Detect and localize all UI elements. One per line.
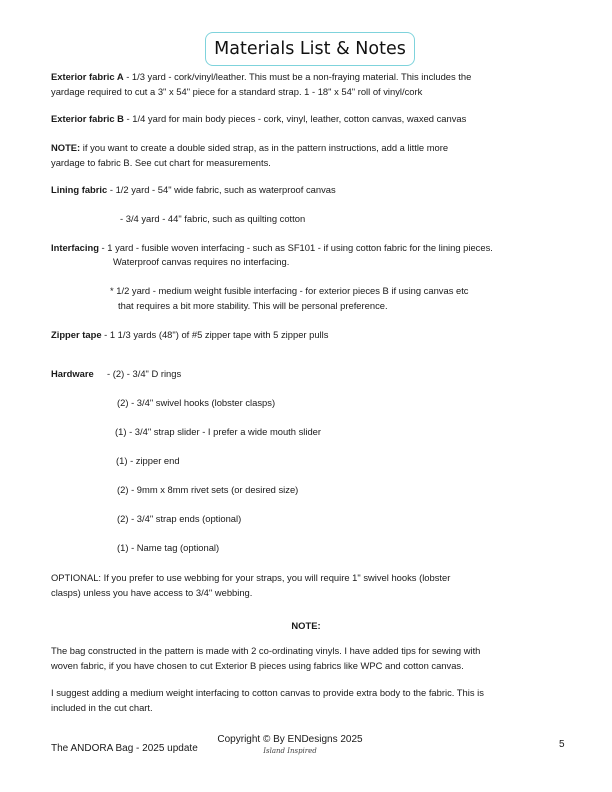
optional-note-text: OPTIONAL: If you prefer to use webbing for your straps, you will require 1" swivel hooks (lobster [51, 572, 451, 583]
strap-note-text: if you want to create a double sided strap, as in the pattern instructions, add a little more [80, 142, 449, 153]
optional-note-text-2: clasps) unless you have access to 3/4" webbing. [51, 587, 253, 598]
exterior-fabric-b [51, 111, 571, 126]
zipper-tape [51, 327, 571, 342]
footer-copyright: Copyright © By ENDesigns 2025 [217, 734, 363, 745]
exterior-fabric-a [51, 69, 571, 99]
interfacing-suggestion [51, 685, 571, 715]
hardware-item-name-tag: (1) - Name tag (optional) [117, 542, 220, 553]
interfacing-alt-text: * 1/2 yard - medium weight fusible interfacing - for exterior pieces B if using canvas etc [110, 285, 469, 296]
lining-fabric-alt: - 3/4 yard - 44" fabric, such as quilting cotton [120, 213, 306, 224]
interfacing-label: Interfacing [51, 242, 99, 253]
hardware-item-zipper-end: (1) - zipper end [116, 455, 180, 466]
zipper-tape-text: - 1 1/3 yards (48") of #5 zipper tape with 5 zipper pulls [101, 329, 329, 340]
hardware-item-d-rings: - (2) - 3/4" D rings [107, 368, 182, 379]
hardware-item-rivet-sets: (2) - 9mm x 8mm rivet sets (or desired size) [117, 484, 299, 495]
footer-tagline: Island Inspired [263, 747, 317, 755]
hardware-label: Hardware [51, 368, 94, 379]
interfacing-suggestion-text: I suggest adding a medium weight interfacing to cotton canvas to provide extra body to the fabric. This is [51, 687, 484, 698]
hardware-item-strap-slider: (1) - 3/4" strap slider - I prefer a wide mouth slider [115, 426, 322, 437]
footer-document-title: The ANDORA Bag - 2025 update [51, 743, 198, 754]
lining-fabric [51, 182, 571, 197]
optional-note [51, 570, 571, 600]
zipper-tape-label: Zipper tape [51, 329, 102, 340]
strap-note-label: NOTE: [51, 142, 81, 153]
exterior-fabric-a-text-2: yardage required to cut a 3" x 54" piece for a standard strap. 1 - 18" x 54" roll of vinyl/cork [51, 86, 423, 97]
page-title: Materials List & Notes [205, 32, 415, 66]
note-heading: NOTE: [291, 620, 321, 631]
lining-fabric-text: - 1/2 yard - 54" wide fabric, such as waterproof canvas [107, 184, 336, 195]
exterior-fabric-a-label: Exterior fabric A [51, 71, 124, 82]
lining-fabric-label: Lining fabric [51, 184, 108, 195]
interfacing-alt [110, 283, 570, 313]
footer-copyright-block [200, 733, 380, 756]
exterior-fabric-b-label: Exterior fabric B [51, 113, 124, 124]
hardware-item-swivel-hooks: (2) - 3/4" swivel hooks (lobster clasps) [117, 397, 276, 408]
note-body-paragraph [51, 643, 571, 673]
strap-note-text-2: yardage to fabric B. See cut chart for measurements. [51, 157, 271, 168]
exterior-fabric-a-text: - 1/3 yard - cork/vinyl/leather. This must be a non-fraying material. This includes the [123, 71, 472, 82]
strap-note [51, 140, 571, 170]
exterior-fabric-b-text: - 1/4 yard for main body pieces - cork, vinyl, leather, cotton canvas, waxed canvas [123, 113, 467, 124]
interfacing-text-2: Waterproof canvas requires no interfacing. [113, 256, 290, 267]
page-number: 5 [559, 739, 565, 750]
interfacing-text: - 1 yard - fusible woven interfacing - such as SF101 - if using cotton fabric for the lining pieces. [98, 242, 493, 253]
interfacing-alt-text-2: that requires a bit more stability. This will be personal preference. [118, 300, 388, 311]
hardware-item-strap-ends: (2) - 3/4" strap ends (optional) [117, 513, 242, 524]
note-body-text-2: woven fabric, if you have chosen to cut Exterior B pieces using fabrics like WPC and cotton canvas. [51, 660, 464, 671]
interfacing-suggestion-text-2: included in the cut chart. [51, 702, 153, 713]
note-body-text: The bag constructed in the pattern is made with 2 co-ordinating vinyls. I have added tips for sewing with [51, 645, 481, 656]
interfacing [51, 240, 571, 255]
